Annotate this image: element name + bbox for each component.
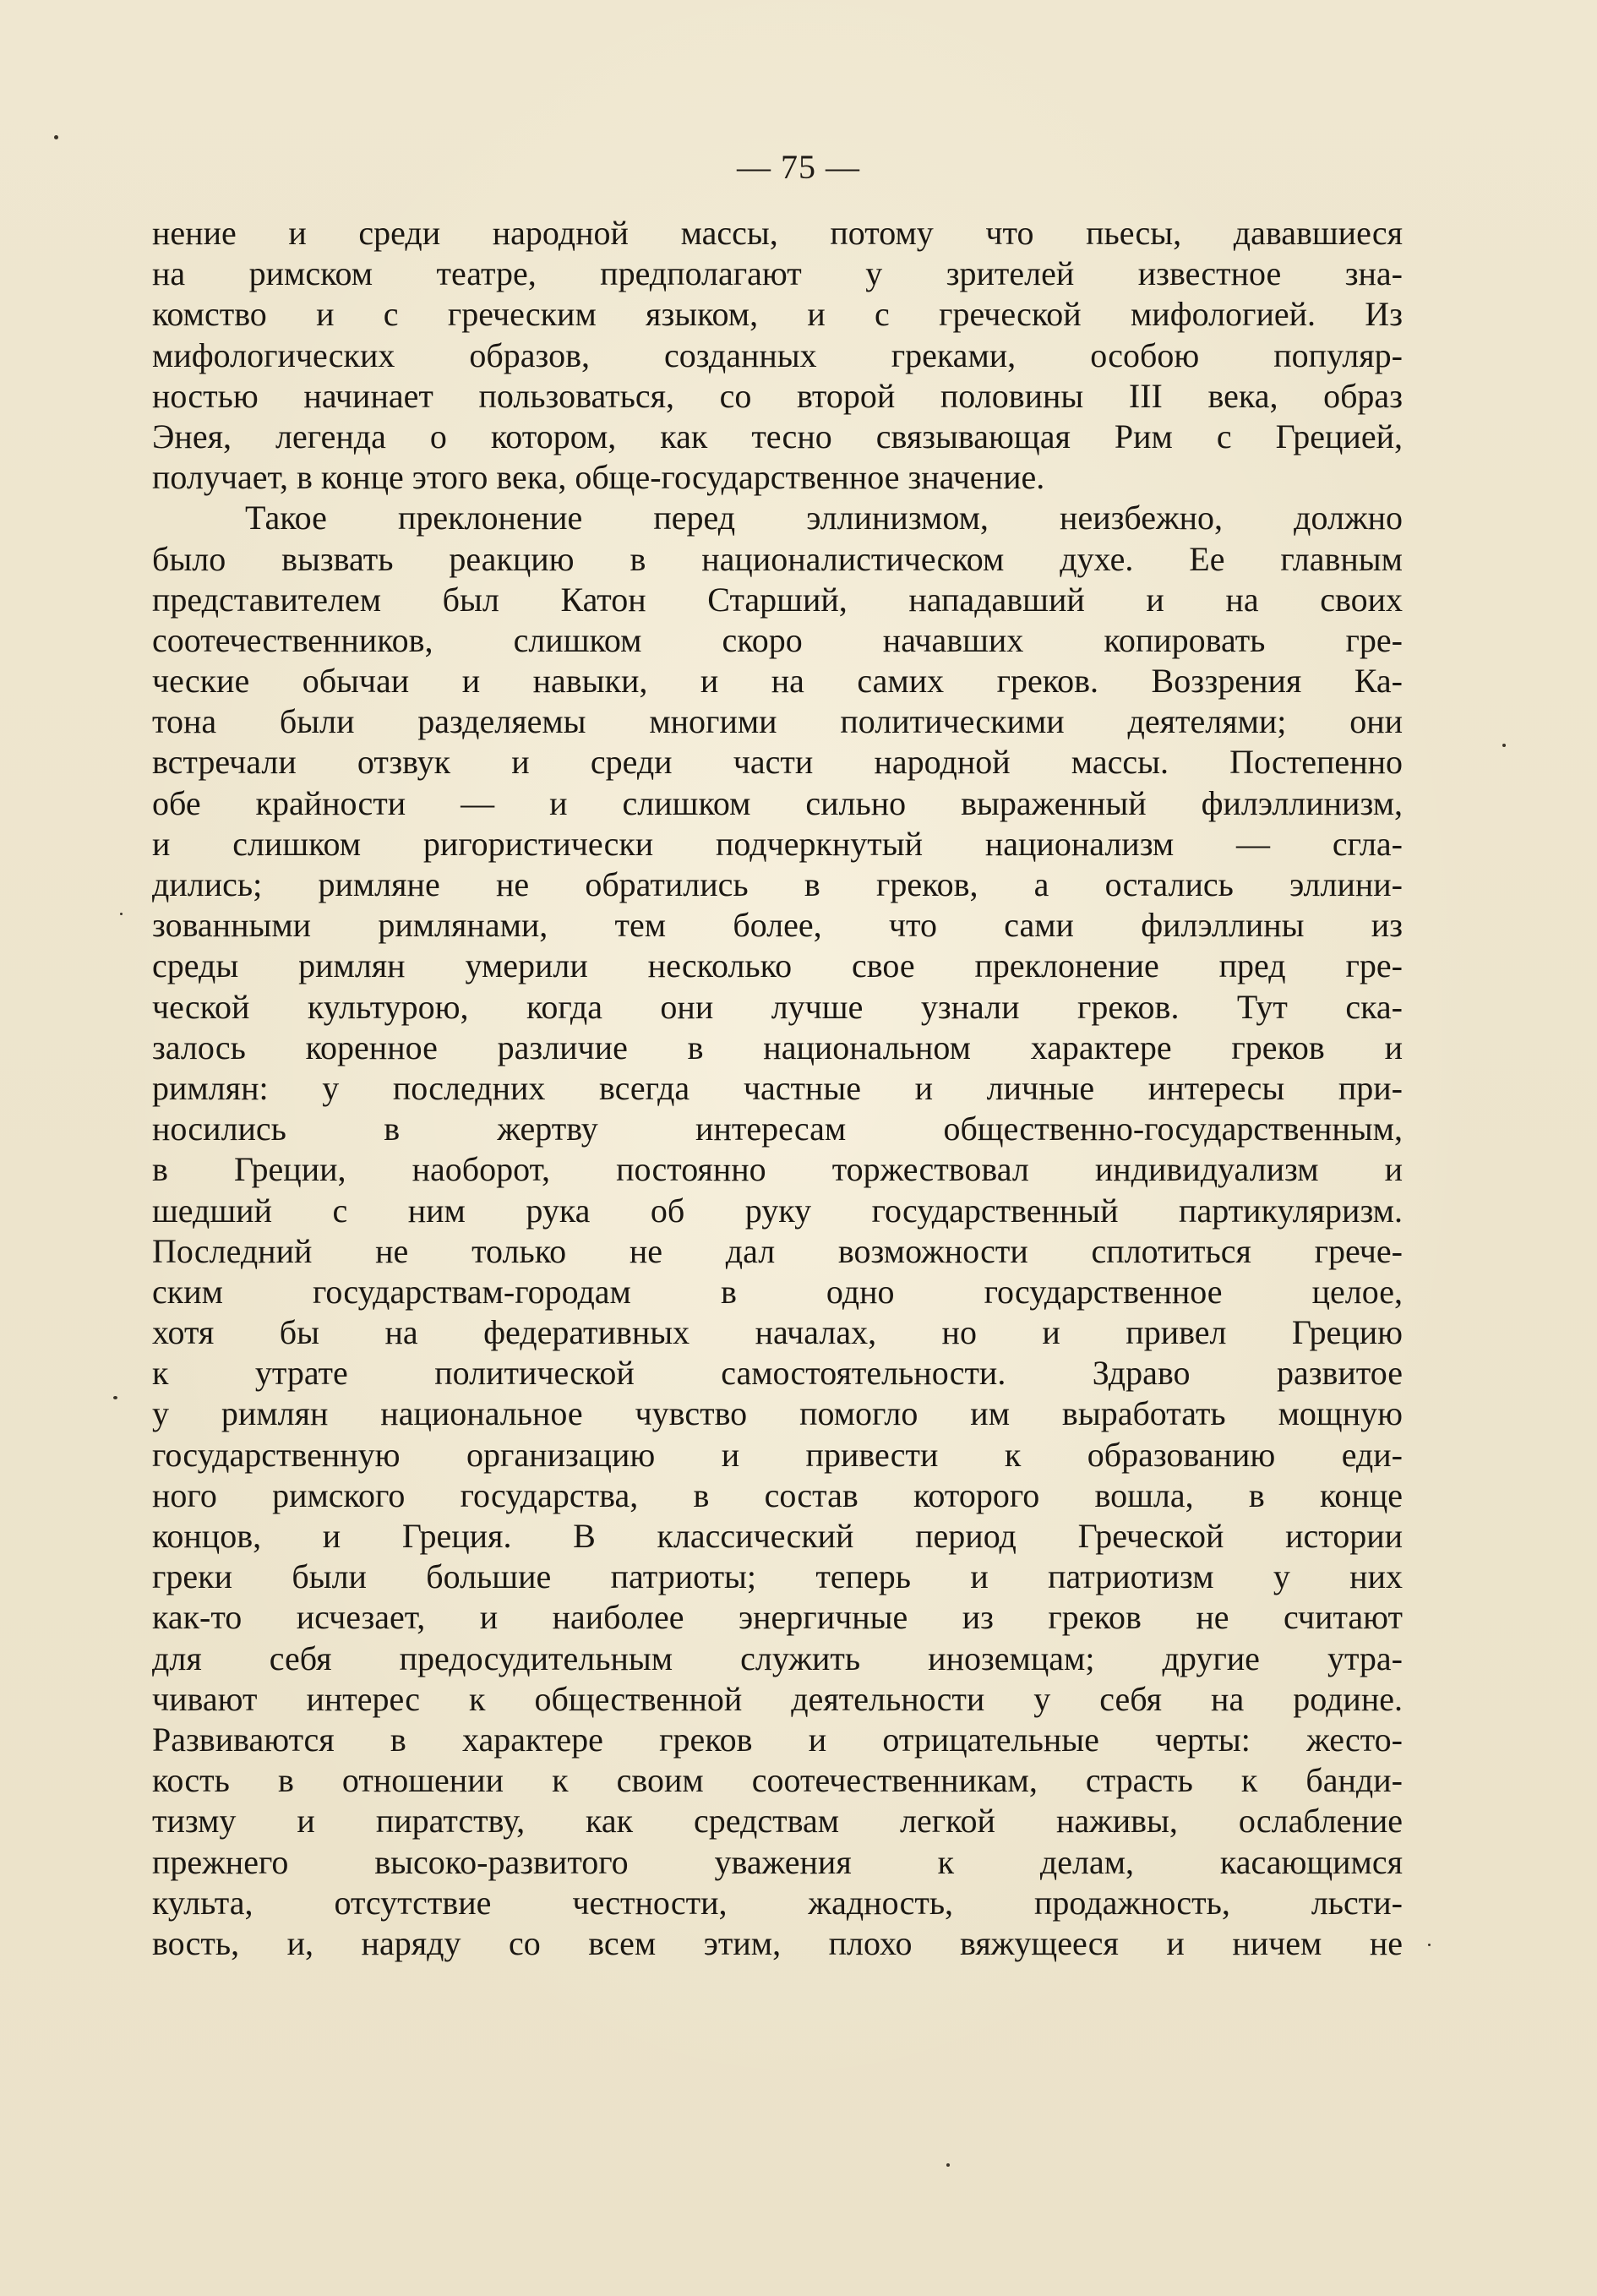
paragraph-2 [152, 498, 1403, 1964]
text-line: культа, отсутствие честности, жадность, продажность, льсти- [152, 1883, 1403, 1922]
text-line: Последний не только не дал возможности сплотиться грече- [152, 1231, 1403, 1270]
text-line: ческой культурою, когда они лучше узнали греков. Тут ска- [152, 987, 1403, 1026]
page-number: — 75 — [737, 148, 860, 186]
paper-speck [1502, 744, 1506, 747]
text-line: мифологических образов, созданных греками, особою популяр- [152, 335, 1403, 374]
text-line: чивают интерес к общественной деятельности у себя на родине. [152, 1679, 1403, 1718]
paragraph-1 [152, 213, 1403, 498]
text-line: представителем был Катон Старший, нападавший и на своих [152, 580, 1403, 619]
text-line: как-то исчезает, и наиболее энергичные из греков не считают [152, 1598, 1403, 1637]
text-line: концов, и Греция. В классический период Греческой истории [152, 1517, 1403, 1555]
text-line: встречали отзвук и среди части народной массы. Постепенно [152, 743, 1403, 782]
paper-speck [120, 913, 123, 915]
text-line: хотя бы на федеративных началах, но и привел Грецию [152, 1313, 1403, 1352]
text-line: римлян: у последних всегда частные и личные интересы при- [152, 1068, 1403, 1107]
text-line: на римском театре, предполагают у зрителей известное зна- [152, 254, 1403, 293]
text-line: греки были большие патриоты; теперь и патриотизм у них [152, 1557, 1403, 1596]
text-line: Развиваются в характере греков и отрицательные черты: жесто- [152, 1720, 1403, 1759]
text-line: тона были разделяемы многими политическими деятелями; они [152, 702, 1403, 741]
text-line: к утрате политической самостоятельности. Здраво развитое [152, 1354, 1403, 1393]
text-line: Такое преклонение перед эллинизмом, неизбежно, должно [245, 499, 1403, 537]
text-line: ного римского государства, в состав которого вошла, в конце [152, 1475, 1403, 1514]
text-line: нение и среди народной массы, потому что пьесы, дававшиеся [152, 214, 1403, 252]
text-line: зованными римлянами, тем более, что сами филэллины из [152, 906, 1403, 945]
text-line: комство и с греческим языком, и с греческой мифологией. Из [152, 295, 1403, 334]
text-line: соотечественников, слишком скоро начавших копировать гре- [152, 620, 1403, 659]
text-line: государственную организацию и привести к образованию еди- [152, 1435, 1403, 1474]
text-line: обе крайности — и слишком сильно выраженный филэллинизм, [152, 783, 1403, 822]
text-line: дились; римляне не обратились в греков, а остались эллини- [152, 865, 1403, 903]
paper-speck [54, 135, 58, 139]
paper-speck [1428, 1944, 1431, 1946]
text-line: Энея, легенда о котором, как тесно связывающая Рим с Грецией, [152, 417, 1403, 455]
text-line: у римлян национальное чувство помогло им выработать мощную [152, 1394, 1403, 1433]
text-line: ским государствам-городам в одно государственное целое, [152, 1272, 1403, 1311]
text-line: прежнего высоко-развитого уважения к делам, касающимся [152, 1842, 1403, 1881]
text-line: носились в жертву интересам общественно-государственным, [152, 1110, 1403, 1148]
text-line: ностью начинает пользоваться, со второй половины III века, образ [152, 376, 1403, 415]
text-line: и слишком ригористически подчеркнутый национализм — сгла- [152, 824, 1403, 863]
text-line: вость, и, наряду со всем этим, плохо вяжущееся и ничем не [152, 1923, 1403, 1962]
body-text [152, 213, 1403, 1964]
text-line: кость в отношении к своим соотечественникам, страсть к банди- [152, 1761, 1403, 1800]
text-line: ческие обычаи и навыки, и на самих греков. Воззрения Ка- [152, 662, 1403, 701]
text-line: для себя предосудительным служить иноземцам; другие утра- [152, 1639, 1403, 1677]
text-line: тизму и пиратству, как средствам легкой наживы, ослабление [152, 1802, 1403, 1841]
text-line: было вызвать реакцию в националистическом духе. Ее главным [152, 539, 1403, 578]
paper-speck [113, 1396, 117, 1399]
text-line: в Греции, наоборот, постоянно торжествовал индивидуализм и [152, 1150, 1403, 1189]
paper-speck [946, 2163, 950, 2167]
text-line: среды римлян умерили несколько свое преклонение пред гре- [152, 946, 1403, 985]
text-line: шедший с ним рука об руку государственный партикуляризм. [152, 1191, 1403, 1230]
text-line: получает, в конце этого века, обще-государственное значение. [152, 458, 1045, 497]
text-line: залось коренное различие в национальном характере греков и [152, 1028, 1403, 1066]
